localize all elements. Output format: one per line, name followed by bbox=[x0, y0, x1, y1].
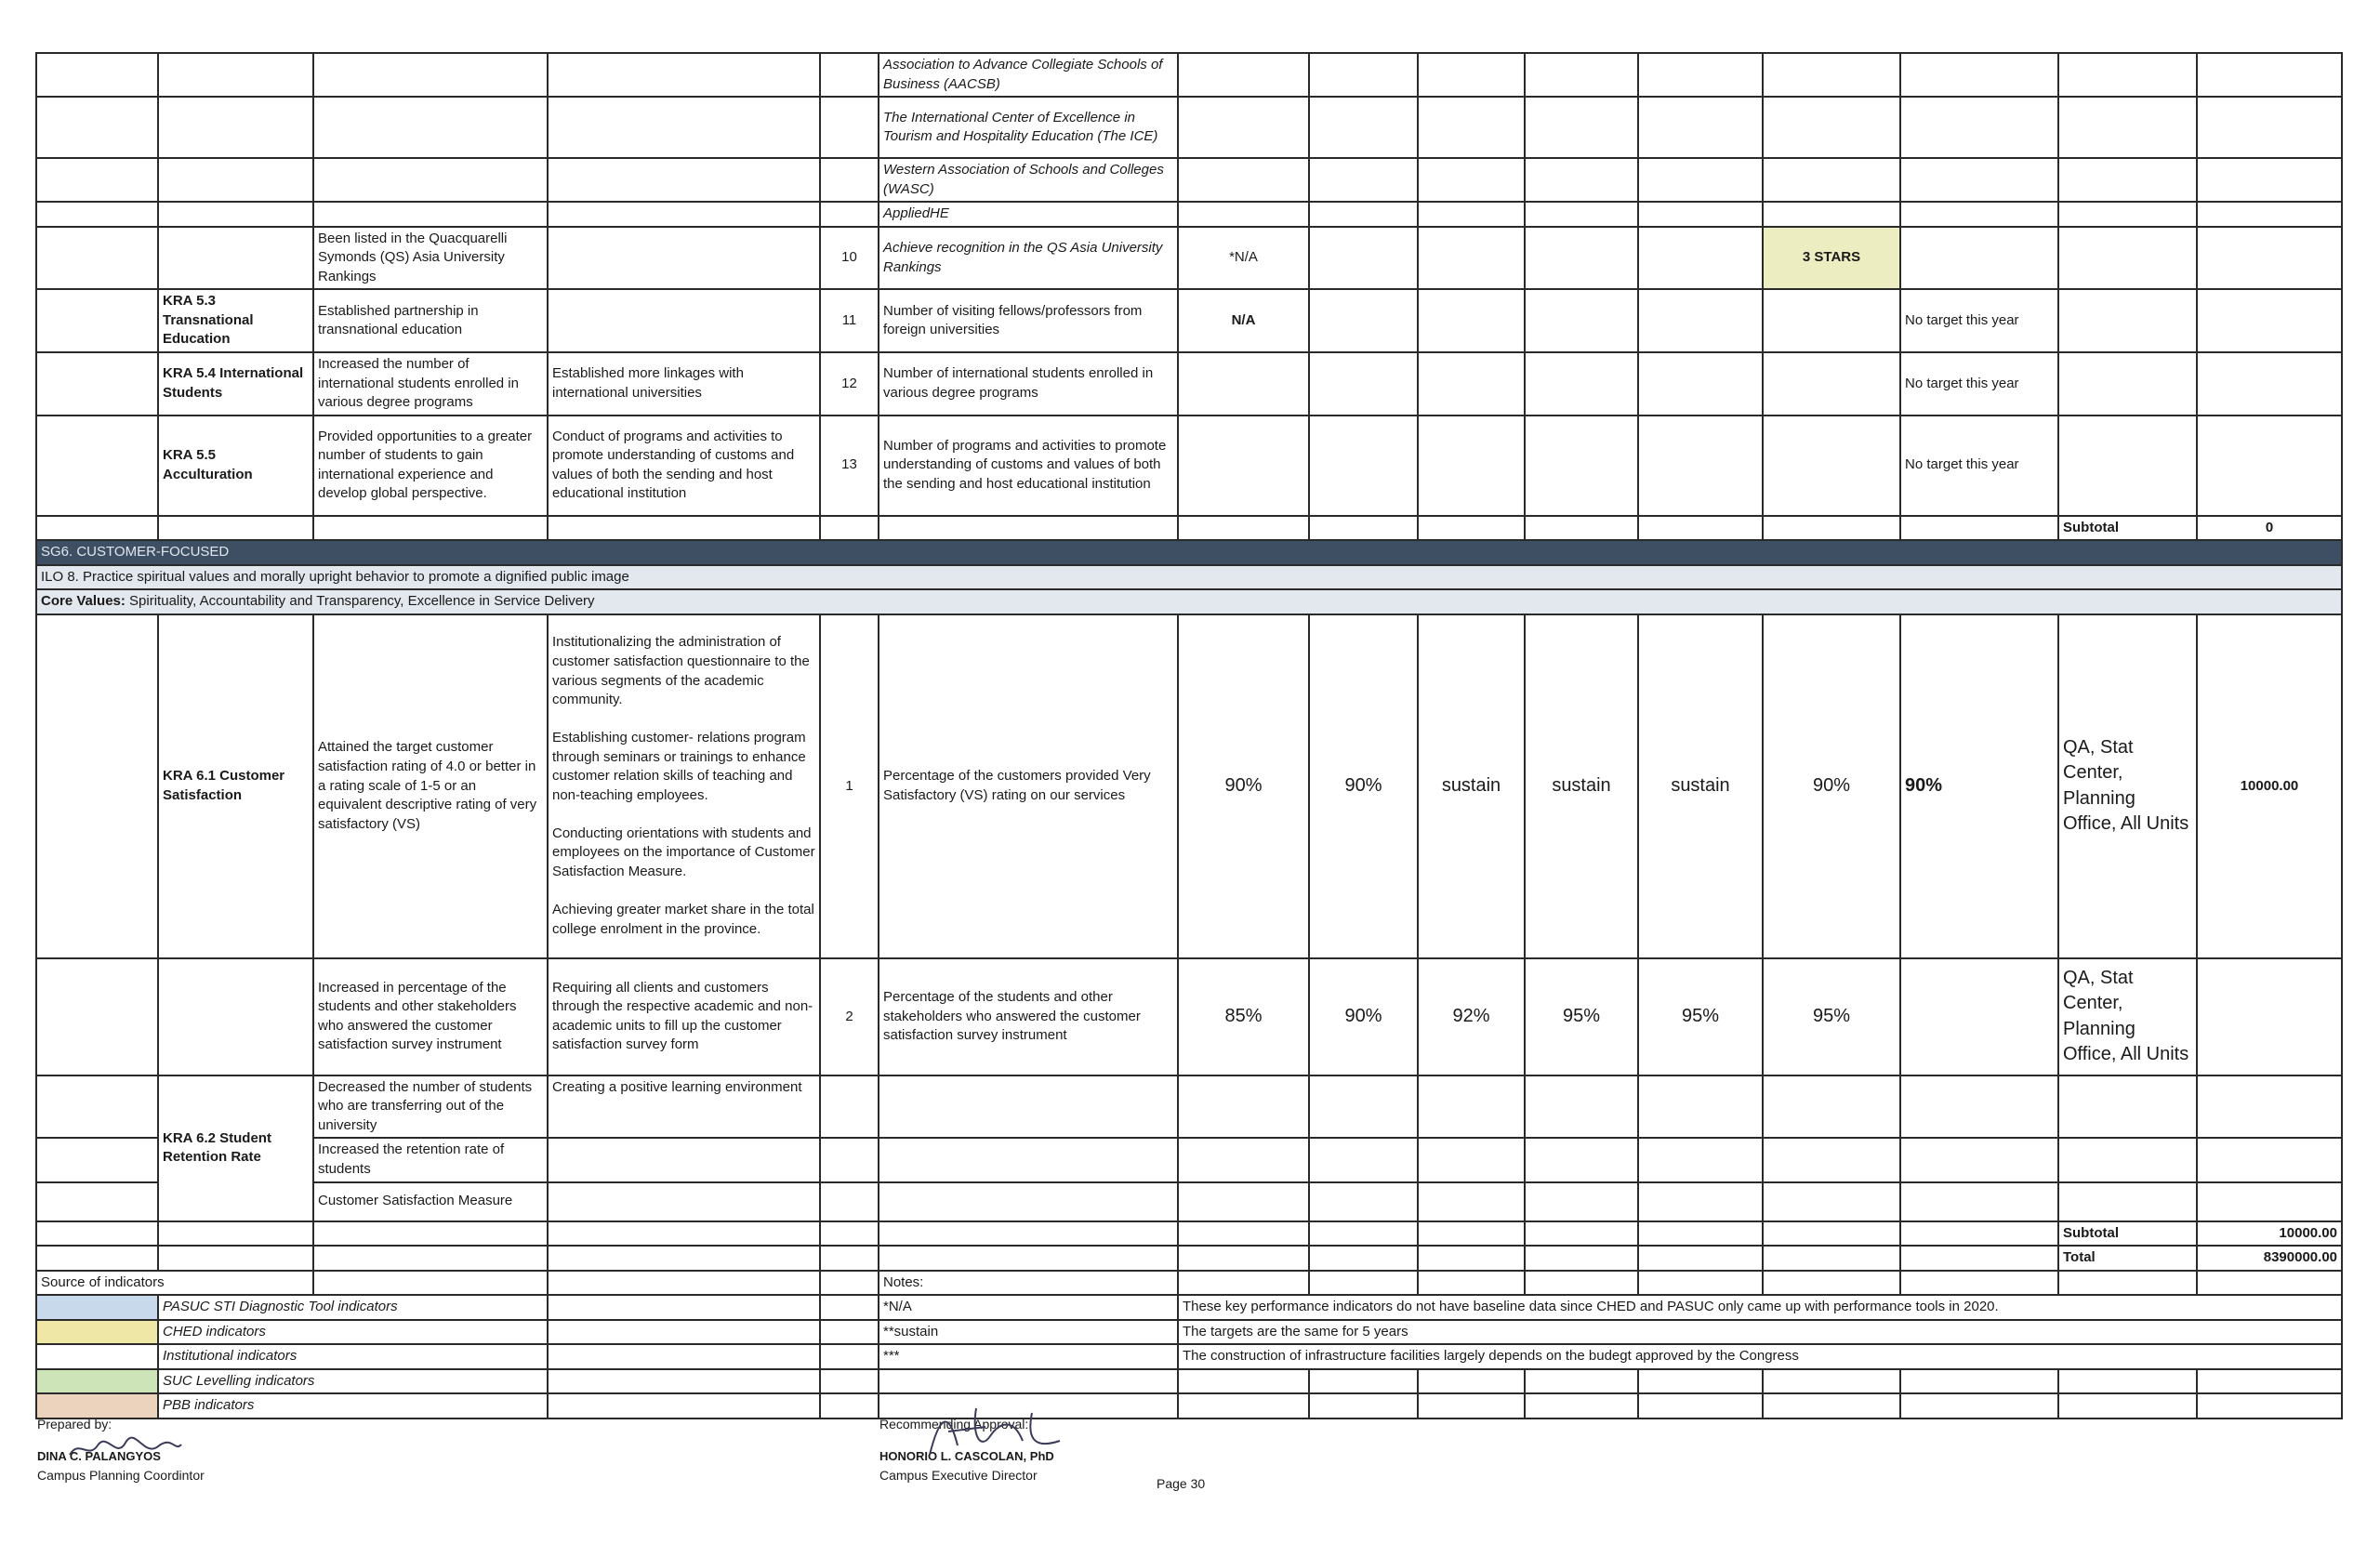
legend-swatch bbox=[36, 1320, 158, 1345]
legend-label: PASUC STI Diagnostic Tool indicators bbox=[158, 1295, 548, 1320]
table-row bbox=[36, 352, 2342, 416]
kra-cell: KRA 5.4 International Students bbox=[158, 352, 313, 416]
note-mark: *N/A bbox=[879, 1295, 1178, 1320]
subtotal-value: 0 bbox=[2197, 516, 2342, 541]
value-cell: 90% bbox=[1900, 614, 2058, 958]
value-cell: sustain bbox=[1525, 614, 1638, 958]
objective-cell: Established partnership in transnational education bbox=[313, 289, 548, 352]
ilo-text: ILO 8. Practice spiritual values and morally upright behavior to promote a dignified public image bbox=[36, 565, 2342, 590]
subtotal-value: 10000.00 bbox=[2197, 1221, 2342, 1247]
prepared-title: Campus Planning Coordintor bbox=[37, 1467, 205, 1483]
subtotal-label: Subtotal bbox=[2058, 516, 2197, 541]
subtotal-label: Subtotal bbox=[2058, 1221, 2197, 1247]
subtotal-row bbox=[36, 516, 2342, 541]
indicator-cell: The International Center of Excellence in Tourism and Hospitality Education (The ICE) bbox=[879, 97, 1178, 158]
legend-swatch bbox=[36, 1369, 158, 1394]
number-cell: 2 bbox=[820, 958, 879, 1075]
number-cell: 12 bbox=[820, 352, 879, 416]
target-badge: 3 STARS bbox=[1763, 227, 1900, 290]
subtotal-row bbox=[36, 1221, 2342, 1247]
indicator-cell: Number of international students enrolled in various degree programs bbox=[879, 352, 1178, 416]
legend-label: CHED indicators bbox=[158, 1320, 548, 1345]
legend-row bbox=[36, 1295, 2342, 1320]
legend-swatch bbox=[36, 1295, 158, 1320]
strategy-cell: Requiring all clients and customers through the respective academic and non-academic units to fill up the customer satisfaction survey form bbox=[548, 958, 820, 1075]
indicator-cell: AppliedHE bbox=[879, 202, 1178, 227]
baseline-cell: N/A bbox=[1178, 289, 1309, 352]
total-value: 8390000.00 bbox=[2197, 1246, 2342, 1271]
prepared-label: Prepared by: bbox=[37, 1417, 112, 1432]
indicator-cell: Number of visiting fellows/professors from foreign universities bbox=[879, 289, 1178, 352]
indicator-cell: Percentage of the customers provided Very Satisfactory (VS) rating on our services bbox=[879, 614, 1178, 958]
remark-cell: No target this year bbox=[1900, 289, 2058, 352]
legend-row bbox=[36, 1369, 2342, 1394]
legend-swatch bbox=[36, 1344, 158, 1369]
office-cell: QA, Stat Center, Planning Office, All Units bbox=[2058, 958, 2197, 1075]
remark-cell: No target this year bbox=[1900, 352, 2058, 416]
core-values-label: Core Values: bbox=[41, 593, 126, 610]
objective-cell: Been listed in the Quacquarelli Symonds (QS) Asia University Rankings bbox=[313, 227, 548, 290]
value-cell: 90% bbox=[1178, 614, 1309, 958]
total-label: Total bbox=[2058, 1246, 2197, 1271]
notes-title: Notes: bbox=[879, 1271, 1178, 1296]
prepared-name: DINA C. PALANGYOS bbox=[37, 1449, 161, 1463]
objective-cell: Increased in percentage of the students and other stakeholders who answered the customer satisfaction survey instrument bbox=[313, 958, 548, 1075]
signature-mark bbox=[920, 1399, 1069, 1464]
core-values-text: Spirituality, Accountability and Transparency, Excellence in Service Delivery bbox=[129, 593, 595, 610]
note-mark: **sustain bbox=[879, 1320, 1178, 1345]
note-text: These key performance indicators do not have baseline data since CHED and PASUC only came up with performance tools in 2020. bbox=[1178, 1295, 2342, 1320]
number-cell: 11 bbox=[820, 289, 879, 352]
strategy-cell: Creating a positive learning environment bbox=[548, 1075, 820, 1139]
objective-cell: Provided opportunities to a greater number of students to gain international experience and develop global perspective. bbox=[313, 416, 548, 516]
strategy-cell: Established more linkages with international universities bbox=[548, 352, 820, 416]
objective-cell: Attained the target customer satisfaction rating of 4.0 or better in a rating scale of 1-5 or an equivalent descriptive rating of very satisfactory (VS) bbox=[313, 614, 548, 958]
ilo-row bbox=[36, 565, 2342, 590]
value-cell: 95% bbox=[1763, 958, 1900, 1075]
total-row bbox=[36, 1246, 2342, 1271]
strategy-cell: Conduct of programs and activities to promote understanding of customs and values of both the sending and host educational institution bbox=[548, 416, 820, 516]
table-row bbox=[36, 202, 2342, 227]
legend-title: Source of indicators bbox=[36, 1271, 313, 1296]
objective-cell: Decreased the number of students who are transferring out of the university bbox=[313, 1075, 548, 1139]
recommending-label: Recommending Approval: bbox=[879, 1417, 1029, 1432]
office-cell: QA, Stat Center, Planning Office, All Units bbox=[2058, 614, 2197, 958]
table-row bbox=[36, 97, 2342, 158]
value-cell: 90% bbox=[1309, 614, 1418, 958]
baseline-cell: *N/A bbox=[1178, 227, 1309, 290]
table-row bbox=[36, 416, 2342, 516]
kra-cell: KRA 6.1 Customer Satisfaction bbox=[158, 614, 313, 958]
value-cell: 90% bbox=[1309, 958, 1418, 1075]
core-values bbox=[36, 589, 2342, 614]
objective-cell: Customer Satisfaction Measure bbox=[313, 1182, 548, 1221]
kra-cell: KRA 5.3 Transnational Education bbox=[158, 289, 313, 352]
legend-row bbox=[36, 1344, 2342, 1369]
table-row bbox=[36, 158, 2342, 202]
table-row bbox=[36, 614, 2342, 958]
number-cell: 1 bbox=[820, 614, 879, 958]
section-title: SG6. CUSTOMER-FOCUSED bbox=[36, 540, 2342, 565]
indicator-cell: Number of programs and activities to promote understanding of customs and values of both the sending and host educational institution bbox=[879, 416, 1178, 516]
indicator-cell: Achieve recognition in the QS Asia University Rankings bbox=[879, 227, 1178, 290]
value-cell: 85% bbox=[1178, 958, 1309, 1075]
note-text: The targets are the same for 5 years bbox=[1178, 1320, 2342, 1345]
indicator-cell: Percentage of the students and other stakeholders who answered the customer satisfaction survey instrument bbox=[879, 958, 1178, 1075]
number-cell: 13 bbox=[820, 416, 879, 516]
table-row bbox=[36, 1138, 2342, 1181]
table-row bbox=[36, 289, 2342, 352]
indicator-cell: Western Association of Schools and Colleges (WASC) bbox=[879, 158, 1178, 202]
table-row bbox=[36, 1182, 2342, 1221]
kpi-table bbox=[35, 52, 2343, 1419]
section-header-row bbox=[36, 540, 2342, 565]
objective-cell: Increased the retention rate of students bbox=[313, 1138, 548, 1181]
legend-label: PBB indicators bbox=[158, 1393, 548, 1418]
strategy-cell: Institutionalizing the administration of customer satisfaction questionnaire to the various segments of the academic community. Establishing customer- relations program through seminars or trainings to enhance customer relation skills of teaching and non-teaching employees. Conducting orientations with students and employees on the importance of Customer Satisfaction Measure. Achieving greater market share in the total college enrolment in the province. bbox=[548, 614, 820, 958]
objective-cell: Increased the number of international students enrolled in various degree programs bbox=[313, 352, 548, 416]
legend-label: SUC Levelling indicators bbox=[158, 1369, 548, 1394]
remark-cell: No target this year bbox=[1900, 416, 2058, 516]
table-row bbox=[36, 227, 2342, 290]
legend-row bbox=[36, 1271, 2342, 1296]
value-cell: sustain bbox=[1638, 614, 1763, 958]
note-mark: *** bbox=[879, 1344, 1178, 1369]
signature-mark bbox=[65, 1432, 186, 1469]
legend-row bbox=[36, 1393, 2342, 1418]
table-row bbox=[36, 1075, 2342, 1139]
budget-cell: 10000.00 bbox=[2197, 614, 2342, 958]
kra-cell: KRA 6.2 Student Retention Rate bbox=[158, 1075, 313, 1221]
value-cell: 95% bbox=[1525, 958, 1638, 1075]
core-values-row bbox=[36, 589, 2342, 614]
kra-cell: KRA 5.5 Acculturation bbox=[158, 416, 313, 516]
number-cell: 10 bbox=[820, 227, 879, 290]
indicator-cell: Association to Advance Collegiate Schools of Business (AACSB) bbox=[879, 53, 1178, 97]
page-number: Page 30 bbox=[1157, 1476, 1206, 1491]
table-row bbox=[36, 958, 2342, 1075]
value-cell: sustain bbox=[1418, 614, 1525, 958]
recommending-title: Campus Executive Director bbox=[879, 1467, 1038, 1483]
table-row bbox=[36, 53, 2342, 97]
note-text: The construction of infrastructure facilities largely depends on the budegt approved by the Congress bbox=[1178, 1344, 2342, 1369]
value-cell: 92% bbox=[1418, 958, 1525, 1075]
legend-row bbox=[36, 1320, 2342, 1345]
recommending-name: HONORIO L. CASCOLAN, PhD bbox=[879, 1449, 1054, 1463]
legend-label: Institutional indicators bbox=[158, 1344, 548, 1369]
value-cell: 95% bbox=[1638, 958, 1763, 1075]
value-cell: 90% bbox=[1763, 614, 1900, 958]
